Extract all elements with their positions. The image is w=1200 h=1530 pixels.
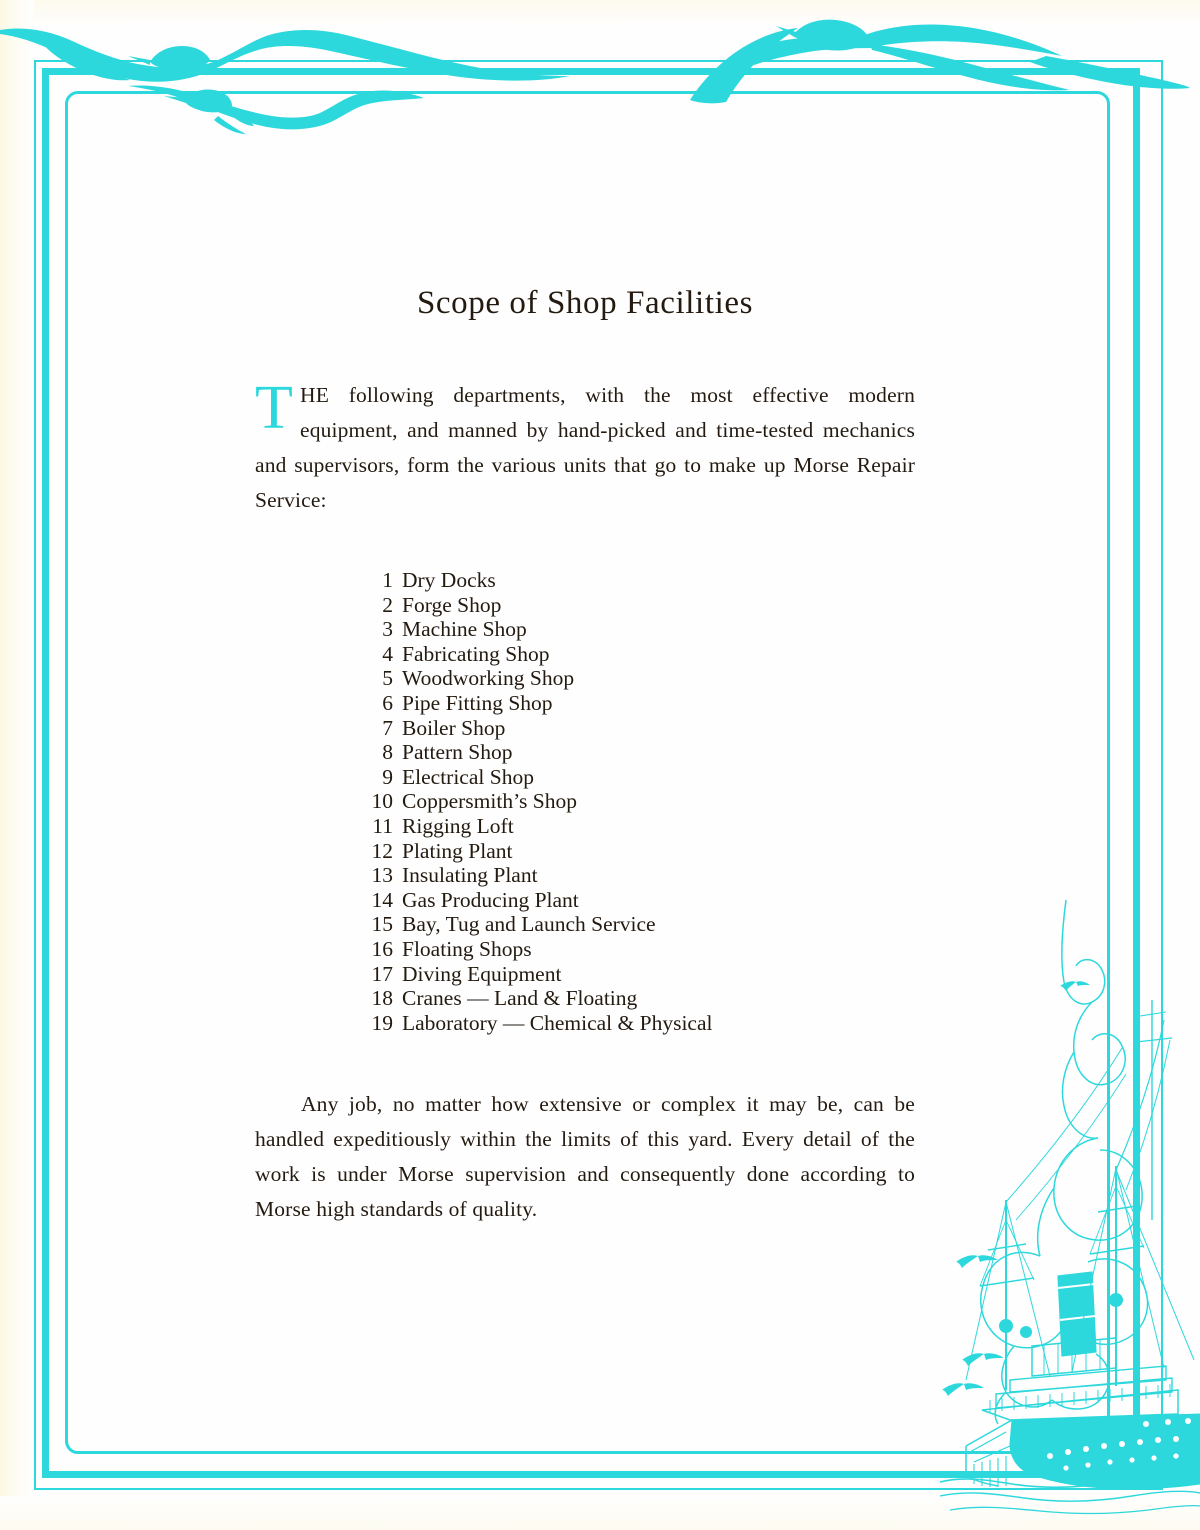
closing-paragraph: Any job, no matter how extensive or complex it may be, can be handled expeditiously within the limits of this yard. Every detail of the work is under Morse supervision and consequently done according to Morse high standards of quality.: [255, 1092, 915, 1222]
intro-text: HE following departments, with the most effective modern equipment, and manned by hand-picked and time-tested mechanics and supervisors, form the various units that go to make up Morse Repair Service:: [255, 383, 915, 512]
facility-label: Forge Shop: [402, 592, 502, 617]
facility-list: [255, 568, 915, 1035]
facility-label: Pattern Shop: [402, 740, 513, 765]
facility-list-item: [255, 888, 915, 913]
facility-number: 17: [371, 961, 393, 986]
facility-list-item: [255, 765, 915, 790]
facility-list-item: [255, 716, 915, 741]
intro-paragraph: [255, 374, 915, 518]
facility-number: 19: [371, 1010, 393, 1035]
facility-label: Bay, Tug and Launch Service: [402, 912, 656, 937]
drop-cap: T: [255, 374, 294, 442]
facility-list-item: [255, 962, 915, 987]
facility-label: Electrical Shop: [402, 764, 534, 789]
facility-label: Cranes — Land & Floating: [402, 986, 638, 1011]
facility-list-item: [255, 568, 915, 593]
seagull-ornament-left: [0, 0, 620, 170]
facility-label: Boiler Shop: [402, 715, 506, 740]
facility-number: 10: [371, 789, 393, 814]
facility-label: Plating Plant: [402, 838, 513, 863]
facility-label: Pipe Fitting Shop: [402, 690, 553, 715]
facility-number: 3: [382, 617, 393, 642]
facility-number: 11: [372, 813, 393, 838]
facility-list-item: [255, 666, 915, 691]
facility-number: 1: [382, 568, 393, 592]
facility-label: Rigging Loft: [402, 813, 514, 838]
facility-list-item: [255, 863, 915, 888]
facility-number: 13: [371, 863, 393, 888]
facility-label: Fabricating Shop: [402, 641, 550, 666]
facility-list-item: [255, 912, 915, 937]
facility-number: 2: [382, 592, 393, 617]
facility-number: 7: [382, 715, 393, 740]
facility-label: Gas Producing Plant: [402, 887, 579, 912]
facility-list-item: [255, 617, 915, 642]
facility-number: 6: [382, 690, 393, 715]
facility-list-item: [255, 593, 915, 618]
facility-number: 8: [382, 740, 393, 765]
text-column: [255, 285, 915, 1227]
paper-aged-edge-left: [0, 0, 34, 1530]
facility-number: 4: [382, 641, 393, 666]
facility-number: 15: [371, 912, 393, 937]
facility-list-item: [255, 691, 915, 716]
facility-label: Insulating Plant: [402, 863, 538, 888]
facility-list-item: [255, 740, 915, 765]
facility-label: Dry Docks: [402, 568, 496, 592]
seagull-ornament-right: [690, 0, 1190, 120]
facility-list-item: [255, 1011, 915, 1036]
facility-label: Floating Shops: [402, 936, 532, 961]
facility-list-item: [255, 642, 915, 667]
steamship-illustration: [940, 890, 1200, 1530]
facility-list-item: [255, 937, 915, 962]
facility-list-item: [255, 789, 915, 814]
facility-label: Laboratory — Chemical & Physical: [402, 1010, 713, 1035]
facility-list-item: [255, 986, 915, 1011]
facility-label: Machine Shop: [402, 617, 527, 642]
facility-number: 16: [371, 936, 393, 961]
facility-list-item: [255, 814, 915, 839]
facility-number: 14: [371, 887, 393, 912]
facility-label: Diving Equipment: [402, 961, 562, 986]
page-title: Scope of Shop Facilities: [416, 285, 754, 321]
facility-number: 9: [382, 764, 393, 789]
facility-label: Coppersmith’s Shop: [402, 789, 578, 814]
facility-list-item: [255, 839, 915, 864]
facility-number: 5: [382, 666, 393, 691]
facility-number: 18: [371, 986, 393, 1011]
facility-label: Woodworking Shop: [402, 666, 575, 691]
facility-number: 12: [371, 838, 393, 863]
